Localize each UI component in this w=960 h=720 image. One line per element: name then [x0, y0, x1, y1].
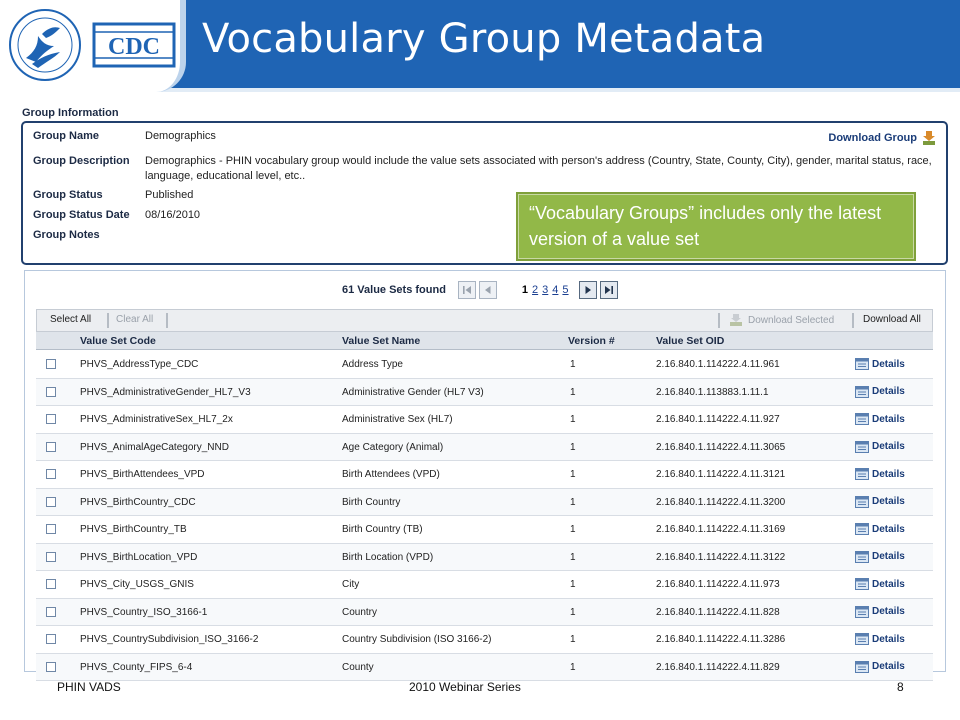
value-set-oid: 2.16.840.1.114222.4.11.973	[656, 579, 780, 590]
details-label: Details	[872, 633, 905, 645]
details-label: Details	[872, 551, 905, 562]
value-set-version: 1	[570, 606, 576, 618]
value-set-version: 1	[570, 441, 576, 453]
value-set-code: PHVS_BirthAttendees_VPD	[80, 469, 205, 480]
value-set-version: 1	[570, 551, 576, 563]
details-link[interactable]	[855, 523, 905, 535]
details-icon	[855, 468, 869, 480]
footer-center-text: 2010 Webinar Series	[409, 680, 521, 694]
group-status-label: Group Status	[33, 189, 103, 201]
value-set-code: PHVS_CountrySubdivision_ISO_3166-2	[80, 634, 259, 645]
value-set-name: Birth Location (VPD)	[342, 551, 434, 563]
details-link[interactable]	[855, 551, 905, 563]
previous-page-icon	[482, 284, 494, 296]
row-select-checkbox[interactable]	[46, 634, 56, 644]
value-set-version: 1	[570, 469, 576, 480]
details-icon	[855, 661, 869, 673]
row-select-checkbox[interactable]	[46, 552, 56, 562]
value-set-version: 1	[570, 634, 576, 645]
details-link[interactable]	[855, 496, 905, 508]
details-link[interactable]	[855, 578, 905, 590]
group-description-label: Group Description	[33, 155, 130, 167]
logo-area	[0, 0, 186, 92]
download-selected-icon	[728, 313, 744, 327]
details-label: Details	[872, 358, 905, 370]
download-selected-label: Download Selected	[748, 314, 835, 326]
slide-title: Vocabulary Group Metadata	[202, 16, 766, 62]
row-select-checkbox[interactable]	[46, 469, 56, 479]
group-name-row	[33, 129, 933, 144]
table-row	[36, 626, 933, 654]
row-select-checkbox[interactable]	[46, 359, 56, 369]
column-header-name[interactable]: Value Set Name	[342, 335, 421, 347]
table-row	[36, 351, 933, 379]
row-select-checkbox[interactable]	[46, 442, 56, 452]
group-status-value: Published	[145, 189, 194, 201]
row-select-checkbox[interactable]	[46, 662, 56, 672]
value-set-code: PHVS_Country_ISO_3166-1	[80, 606, 208, 618]
page-numbers	[522, 284, 569, 296]
details-label: Details	[872, 386, 905, 397]
toolbar-divider	[852, 313, 854, 328]
value-sets-table-body	[36, 351, 933, 681]
group-information-heading: Group Information	[22, 107, 119, 119]
previous-page-button[interactable]	[479, 281, 497, 299]
details-link[interactable]	[855, 606, 905, 618]
details-link[interactable]	[855, 441, 905, 453]
table-row	[36, 544, 933, 572]
download-group-label: Download Group	[828, 132, 917, 144]
value-set-oid: 2.16.840.1.114222.4.11.3286	[656, 634, 786, 645]
row-select-checkbox[interactable]	[46, 414, 56, 424]
value-set-name: Country	[342, 606, 378, 618]
details-label: Details	[872, 496, 905, 507]
value-set-oid: 2.16.840.1.114222.4.11.3169	[656, 524, 786, 535]
value-sets-panel	[24, 270, 946, 672]
details-label: Details	[872, 523, 905, 535]
details-link[interactable]	[855, 413, 905, 425]
cdc-logo-icon	[92, 22, 176, 68]
value-set-code: PHVS_AdministrativeSex_HL7_2x	[80, 414, 233, 425]
group-description-row	[33, 154, 933, 184]
pager	[342, 280, 621, 300]
select-all-button[interactable]: Select All	[50, 314, 92, 325]
row-select-checkbox[interactable]	[46, 524, 56, 534]
value-set-version: 1	[570, 661, 576, 673]
table-row	[36, 654, 933, 682]
row-select-checkbox[interactable]	[46, 579, 56, 589]
table-row	[36, 406, 933, 434]
value-set-oid: 2.16.840.1.113883.1.11.1	[656, 386, 769, 398]
hhs-seal-icon	[8, 6, 82, 84]
value-set-name: Address Type	[342, 359, 403, 370]
value-set-oid: 2.16.840.1.114222.4.11.828	[656, 606, 780, 618]
value-set-oid: 2.16.840.1.114222.4.11.3065	[656, 441, 786, 453]
value-set-name: Administrative Sex (HL7)	[342, 414, 453, 425]
value-set-name: Country Subdivision (ISO 3166-2)	[342, 634, 492, 645]
toolbar-divider	[718, 313, 720, 328]
table-row	[36, 489, 933, 517]
column-header-code[interactable]: Value Set Code	[80, 335, 156, 347]
row-select-checkbox[interactable]	[46, 607, 56, 617]
details-label: Details	[872, 578, 905, 590]
row-select-checkbox[interactable]	[46, 387, 56, 397]
value-set-version: 1	[570, 524, 576, 535]
page-link-3[interactable]: 3	[542, 284, 549, 296]
value-set-name: Age Category (Animal)	[342, 441, 444, 453]
details-link[interactable]	[855, 386, 905, 398]
group-description-value: Demographics - PHIN vocabulary group would include the value sets associated with person's address (Country, State, County, City), gender, marital status, race, language, educational level, etc..	[145, 155, 932, 182]
value-set-code: PHVS_County_FIPS_6-4	[80, 661, 193, 673]
details-link[interactable]	[855, 358, 905, 370]
value-set-version: 1	[570, 579, 576, 590]
group-name-label: Group Name	[33, 130, 100, 142]
table-row	[36, 379, 933, 407]
details-label: Details	[872, 606, 905, 617]
value-set-oid: 2.16.840.1.114222.4.11.927	[656, 414, 780, 425]
value-set-code: PHVS_City_USGS_GNIS	[80, 579, 194, 590]
value-set-oid: 2.16.840.1.114222.4.11.3121	[656, 469, 786, 480]
cdc-logo-text: CDC	[108, 34, 160, 60]
value-sets-found-count: 61 Value Sets found	[342, 284, 446, 296]
value-set-code: PHVS_AddressType_CDC	[80, 359, 199, 370]
toolbar-divider	[107, 313, 109, 328]
column-header-version[interactable]: Version #	[568, 335, 615, 347]
value-set-code: PHVS_AdministrativeGender_HL7_V3	[80, 386, 251, 398]
details-label: Details	[872, 413, 905, 425]
download-all-button[interactable]: Download All	[863, 314, 921, 325]
value-set-oid: 2.16.840.1.114222.4.11.3200	[656, 496, 786, 508]
details-icon	[855, 551, 869, 563]
page-link-4[interactable]: 4	[552, 284, 559, 296]
page-link-2[interactable]: 2	[532, 284, 539, 296]
next-page-icon	[582, 284, 594, 296]
download-arrow-icon	[920, 129, 938, 147]
details-label: Details	[872, 661, 905, 672]
download-selected-button[interactable]	[728, 313, 834, 327]
details-icon	[855, 578, 869, 590]
details-icon	[855, 496, 869, 508]
table-row	[36, 599, 933, 627]
details-link[interactable]	[855, 633, 905, 645]
table-header	[36, 332, 933, 350]
value-set-version: 1	[570, 414, 576, 425]
details-icon	[855, 633, 869, 645]
value-set-version: 1	[570, 359, 576, 370]
details-link[interactable]	[855, 661, 905, 673]
details-label: Details	[872, 441, 905, 452]
table-row	[36, 461, 933, 489]
group-status-date-value: 08/16/2010	[145, 209, 201, 221]
callout-note: “Vocabulary Groups” includes only the latest version of a value set	[518, 194, 914, 259]
details-icon	[855, 386, 869, 398]
value-set-name: Birth Country (TB)	[342, 524, 423, 535]
footer-page-number: 8	[897, 680, 904, 694]
download-group-link[interactable]	[828, 129, 938, 147]
first-page-icon	[461, 284, 473, 296]
last-page-button[interactable]	[600, 281, 618, 299]
toolbar-divider	[166, 313, 168, 328]
value-set-code: PHVS_BirthCountry_CDC	[80, 496, 196, 508]
details-icon	[855, 413, 869, 425]
details-icon	[855, 606, 869, 618]
value-set-code: PHVS_BirthCountry_TB	[80, 524, 187, 535]
value-set-name: City	[342, 579, 360, 590]
page-link-1[interactable]: 1	[521, 284, 529, 296]
value-set-oid: 2.16.840.1.114222.4.11.829	[656, 661, 780, 673]
first-page-button[interactable]	[458, 281, 476, 299]
details-icon	[855, 441, 869, 453]
footer-left-text: PHIN VADS	[57, 680, 121, 694]
clear-all-button[interactable]: Clear All	[116, 314, 154, 325]
table-row	[36, 516, 933, 544]
details-icon	[855, 523, 869, 535]
value-set-oid: 2.16.840.1.114222.4.11.961	[656, 359, 780, 370]
value-set-name: Administrative Gender (HL7 V3)	[342, 386, 484, 398]
title-banner	[0, 0, 960, 92]
table-row	[36, 434, 933, 462]
value-set-name: Birth Attendees (VPD)	[342, 469, 440, 480]
value-set-name: Birth Country	[342, 496, 401, 508]
next-page-button[interactable]	[579, 281, 597, 299]
value-set-version: 1	[570, 496, 576, 508]
column-header-oid[interactable]: Value Set OID	[656, 335, 725, 347]
last-page-icon	[603, 284, 615, 296]
value-set-name: County	[342, 661, 374, 673]
group-status-date-label: Group Status Date	[33, 209, 130, 221]
details-icon	[855, 358, 869, 370]
row-select-checkbox[interactable]	[46, 497, 56, 507]
value-set-oid: 2.16.840.1.114222.4.11.3122	[656, 551, 786, 563]
details-link[interactable]	[855, 468, 905, 480]
table-toolbar	[36, 309, 933, 332]
value-set-version: 1	[570, 386, 576, 398]
value-set-code: PHVS_AnimalAgeCategory_NND	[80, 441, 229, 453]
value-set-code: PHVS_BirthLocation_VPD	[80, 551, 198, 563]
table-row	[36, 571, 933, 599]
group-name-value: Demographics	[145, 130, 216, 142]
details-label: Details	[872, 468, 905, 480]
page-link-5[interactable]: 5	[562, 284, 569, 296]
group-notes-label: Group Notes	[33, 229, 100, 241]
